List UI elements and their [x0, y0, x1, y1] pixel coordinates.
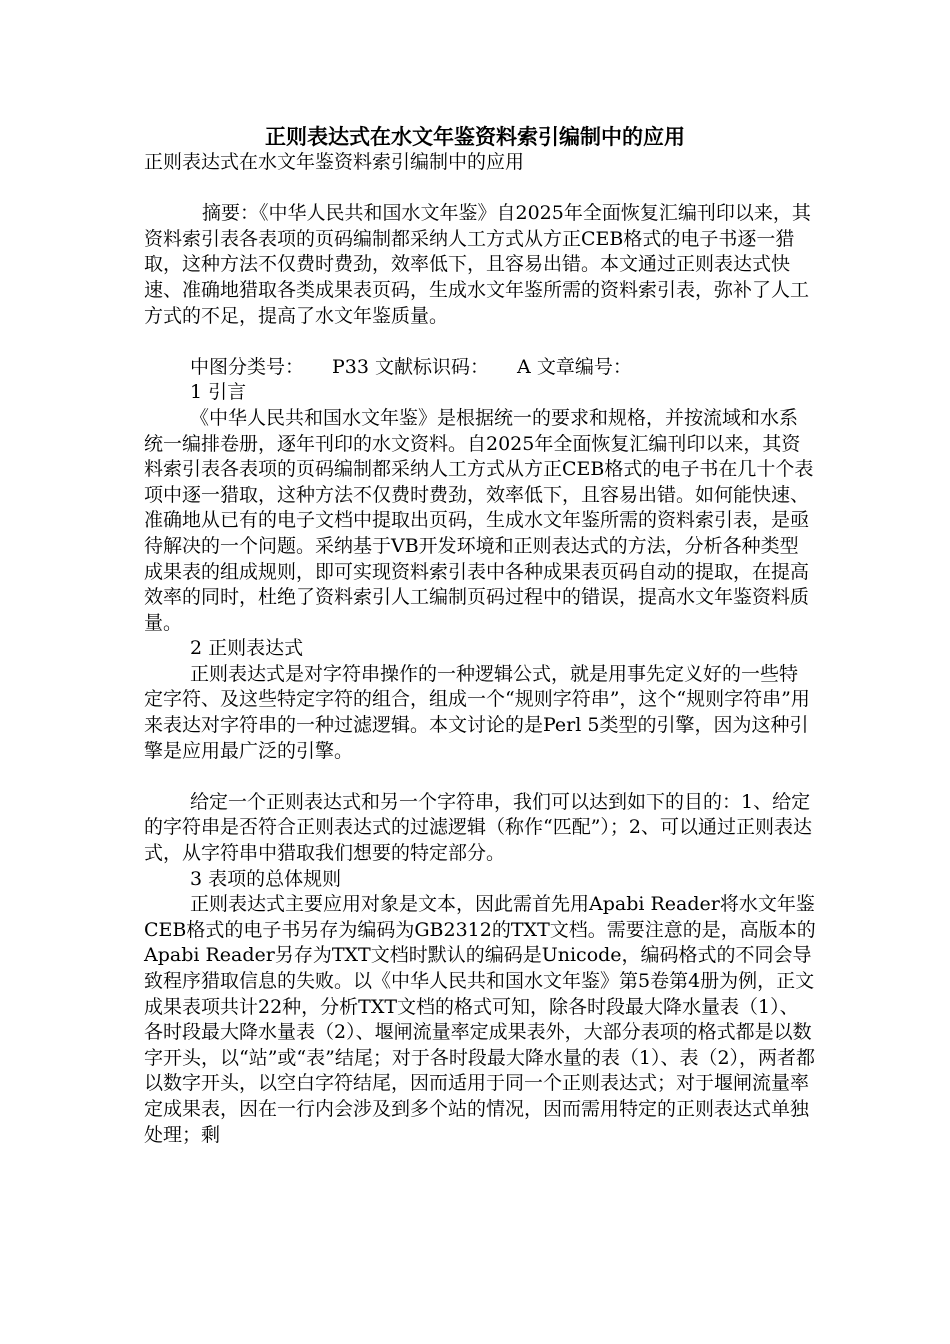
clc-label: 中图分类号：	[190, 355, 305, 378]
classification-line	[144, 355, 816, 381]
section-paragraph: 正则表达式主要应用对象是文本，因此需首先用Apabi Reader将水文年鉴CEB格式的电子书另存为编码为GB2312的TXT文档。需要注意的是，高版本的Apabi Reader另存为TXT文档时默认的编码是Unicode，编码格式的不同会导致程序猎取信息的失败。以《中华人民共和国水文年鉴》第5卷第4册为例，正文成果表项共计22种，分析TXT文档的格式可知，除各时段最大降水量表（1）、各时段最大降水量表（2）、堰闸流量率定成果表外，大部分表项的格式都是以数字开头，以“站”或“表”结尾；对于各时段最大降水量的表（1）、表（2），两者都以数字开头，以空白字符结尾，因而适用于同一个正则表达式；对于堰闸流量率定成果表，因在一行内会涉及到多个站的情况，因而需用特定的正则表达式单独处理；剩	[144, 893, 816, 1146]
article-no-label: 文章编号：	[536, 355, 632, 378]
doc-code-label: 文献标识码：	[375, 355, 490, 378]
blank-line	[144, 176, 816, 202]
clc-value: P33	[332, 355, 369, 378]
document-subtitle: 正则表达式在水文年鉴资料索引编制中的应用	[144, 151, 525, 173]
section-paragraph: 正则表达式是对字符串操作的一种逻辑公式，就是用事先定义好的一些特定字符、及这些特定字符的组合，组成一个“规则字符串”，这个“规则字符串”用来表达对字符串的一种过滤逻辑。本文讨论的是Perl 5类型的引擎，因为这种引擎是应用最广泛的引擎。	[144, 662, 810, 762]
blank-line	[144, 764, 816, 790]
doc-code-value: A	[517, 355, 531, 378]
section-heading-intro: 1 引言	[190, 381, 247, 404]
section-paragraph: 给定一个正则表达式和另一个字符串，我们可以达到如下的目的：1、给定的字符串是否符合正则表达式的过滤逻辑（称作“匹配”）；2、可以通过正则表达式，从字符串中猎取我们想要的特定部分。	[144, 790, 813, 865]
section-paragraph: 《中华人民共和国水文年鉴》是根据统一的要求和规格，并按流域和水系统一编排卷册，逐年刊印的水文资料。自2025年全面恢复汇编刊印以来，其资料索引表各表项的页码编制都采纳人工方式从方正CEB格式的电子书在几十个表项中逐一猎取，这种方法不仅费时费劲，效率低下，且容易出错。如何能快速、准确地从已有的电子文档中提取出页码，生成水文年鉴所需的资料索引表，是亟待解决的一个问题。采纳基于VB开发环境和正则表达式的方法，分析各种类型成果表的组成规则，即可实现资料索引表中各种成果表页码自动的提取，在提高效率的同时，杜绝了资料索引人工编制页码过程中的错误，提高水文年鉴资料质量。	[144, 406, 814, 634]
section-heading-regex: 2 正则表达式	[190, 637, 304, 660]
section-heading-rules: 3 表项的总体规则	[190, 867, 342, 890]
document-title: 正则表达式在水文年鉴资料索引编制中的应用	[265, 125, 685, 149]
abstract-paragraph: 摘要：《中华人民共和国水文年鉴》自2025年全面恢复汇编刊印以来，其资料索引表各表项的页码编制都采纳人工方式从方正CEB格式的电子书逐一猎取，这种方法不仅费时费劲，效率低下，且容易出错。本文通过正则表达式快速、准确地猎取各类成果表页码，生成水文年鉴所需的资料索引表，弥补了人工方式的不足，提高了水文年鉴质量。	[144, 202, 811, 327]
blank-line	[144, 329, 816, 355]
document-body	[144, 150, 816, 1148]
